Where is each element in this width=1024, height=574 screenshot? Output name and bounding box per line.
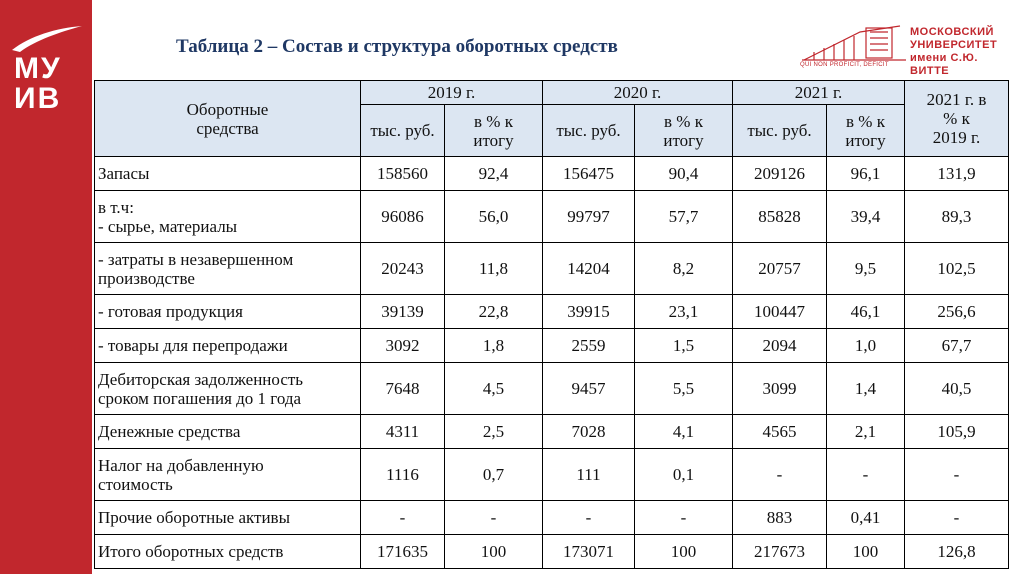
cell-share-2019: 0,7 <box>445 449 543 501</box>
cell-value-2019: 39139 <box>361 295 445 329</box>
cell-share-2019: 22,8 <box>445 295 543 329</box>
header-2021: 2021 г. <box>733 81 905 105</box>
header-2019: 2019 г. <box>361 81 543 105</box>
table-row <box>95 295 1009 329</box>
cell-value-2020: 111 <box>543 449 635 501</box>
cell-share-2019: 11,8 <box>445 243 543 295</box>
header-unit-2020: тыс. руб. <box>543 105 635 157</box>
row-label: Прочие оборотные активы <box>95 501 361 535</box>
cell-share-2020: 90,4 <box>635 157 733 191</box>
row-label: Налог на добавленную стоимость <box>95 449 361 501</box>
cell-value-2020: 7028 <box>543 415 635 449</box>
cell-share-2020: 1,5 <box>635 329 733 363</box>
cell-value-2020: 173071 <box>543 535 635 569</box>
cell-share-2019: 92,4 <box>445 157 543 191</box>
cell-share-2021: 2,1 <box>827 415 905 449</box>
row-label: в т.ч: - сырье, материалы <box>95 191 361 243</box>
cell-share-2021: 46,1 <box>827 295 905 329</box>
cell-value-2021: 883 <box>733 501 827 535</box>
header-row-years <box>95 81 1009 105</box>
table-row <box>95 535 1009 569</box>
cell-share-2019: 100 <box>445 535 543 569</box>
cell-ratio: - <box>905 449 1009 501</box>
brand-mark-bottom: ИВ <box>14 82 62 115</box>
building-logo-icon <box>800 22 908 62</box>
cell-value-2020: 2559 <box>543 329 635 363</box>
cell-ratio: - <box>905 501 1009 535</box>
row-label: - товары для перепродажи <box>95 329 361 363</box>
table-row <box>95 329 1009 363</box>
header-share-2021: в % к итогу <box>827 105 905 157</box>
row-label: - затраты в незавершенном производстве <box>95 243 361 295</box>
cell-share-2020: 23,1 <box>635 295 733 329</box>
cell-share-2019: 4,5 <box>445 363 543 415</box>
cell-ratio: 131,9 <box>905 157 1009 191</box>
cell-share-2019: - <box>445 501 543 535</box>
university-logo <box>800 22 1005 80</box>
cell-share-2020: 8,2 <box>635 243 733 295</box>
cell-share-2020: 4,1 <box>635 415 733 449</box>
cell-value-2019: - <box>361 501 445 535</box>
current-assets-table <box>94 80 1009 569</box>
row-label: Денежные средства <box>95 415 361 449</box>
cell-value-2019: 7648 <box>361 363 445 415</box>
cell-ratio: 105,9 <box>905 415 1009 449</box>
cell-value-2021: 217673 <box>733 535 827 569</box>
header-share-2019: в % к итогу <box>445 105 543 157</box>
cell-share-2021: 1,4 <box>827 363 905 415</box>
cell-ratio: 102,5 <box>905 243 1009 295</box>
cell-value-2020: 39915 <box>543 295 635 329</box>
cell-value-2019: 171635 <box>361 535 445 569</box>
cell-value-2019: 1116 <box>361 449 445 501</box>
cell-ratio: 256,6 <box>905 295 1009 329</box>
cell-share-2020: - <box>635 501 733 535</box>
row-label: Дебиторская задолженность сроком погашения до 1 года <box>95 363 361 415</box>
cell-value-2020: 9457 <box>543 363 635 415</box>
cell-share-2020: 57,7 <box>635 191 733 243</box>
cell-ratio: 89,3 <box>905 191 1009 243</box>
cell-share-2019: 1,8 <box>445 329 543 363</box>
row-label: Запасы <box>95 157 361 191</box>
swoosh-logo-icon <box>8 22 84 52</box>
table-row <box>95 243 1009 295</box>
cell-share-2020: 0,1 <box>635 449 733 501</box>
cell-value-2021: 4565 <box>733 415 827 449</box>
cell-share-2020: 100 <box>635 535 733 569</box>
page-title: Таблица 2 – Состав и структура оборотных средств <box>176 36 618 57</box>
cell-value-2019: 4311 <box>361 415 445 449</box>
brand-sidebar <box>0 0 92 574</box>
brand-mark-top: МУ <box>14 52 62 85</box>
cell-share-2021: 39,4 <box>827 191 905 243</box>
cell-value-2021: 2094 <box>733 329 827 363</box>
table-row <box>95 191 1009 243</box>
cell-share-2021: 100 <box>827 535 905 569</box>
cell-share-2019: 56,0 <box>445 191 543 243</box>
cell-value-2020: 14204 <box>543 243 635 295</box>
table-row <box>95 363 1009 415</box>
cell-share-2019: 2,5 <box>445 415 543 449</box>
cell-share-2021: 96,1 <box>827 157 905 191</box>
cell-value-2021: 85828 <box>733 191 827 243</box>
cell-share-2021: - <box>827 449 905 501</box>
cell-share-2021: 0,41 <box>827 501 905 535</box>
row-label: - готовая продукция <box>95 295 361 329</box>
cell-value-2021: 3099 <box>733 363 827 415</box>
header-unit-2019: тыс. руб. <box>361 105 445 157</box>
header-unit-2021: тыс. руб. <box>733 105 827 157</box>
header-assets: Оборотные средства <box>95 81 361 157</box>
cell-value-2021: 100447 <box>733 295 827 329</box>
cell-value-2021: 209126 <box>733 157 827 191</box>
university-name: МОСКОВСКИЙ УНИВЕРСИТЕТ имени С.Ю. ВИТТЕ <box>910 26 998 77</box>
header-2020: 2020 г. <box>543 81 733 105</box>
university-motto: QUI NON PROFICIT, DEFICIT <box>800 62 889 68</box>
cell-value-2020: - <box>543 501 635 535</box>
table-row <box>95 501 1009 535</box>
cell-value-2019: 158560 <box>361 157 445 191</box>
row-label: Итого оборотных средств <box>95 535 361 569</box>
cell-value-2021: - <box>733 449 827 501</box>
cell-share-2020: 5,5 <box>635 363 733 415</box>
cell-ratio: 40,5 <box>905 363 1009 415</box>
cell-share-2021: 1,0 <box>827 329 905 363</box>
header-share-2020: в % к итогу <box>635 105 733 157</box>
cell-ratio: 67,7 <box>905 329 1009 363</box>
table-row <box>95 415 1009 449</box>
cell-value-2020: 156475 <box>543 157 635 191</box>
table-row <box>95 157 1009 191</box>
cell-value-2021: 20757 <box>733 243 827 295</box>
table-row <box>95 449 1009 501</box>
cell-value-2019: 96086 <box>361 191 445 243</box>
cell-value-2020: 99797 <box>543 191 635 243</box>
cell-share-2021: 9,5 <box>827 243 905 295</box>
header-ratio: 2021 г. в % к 2019 г. <box>905 81 1009 157</box>
cell-ratio: 126,8 <box>905 535 1009 569</box>
cell-value-2019: 20243 <box>361 243 445 295</box>
cell-value-2019: 3092 <box>361 329 445 363</box>
